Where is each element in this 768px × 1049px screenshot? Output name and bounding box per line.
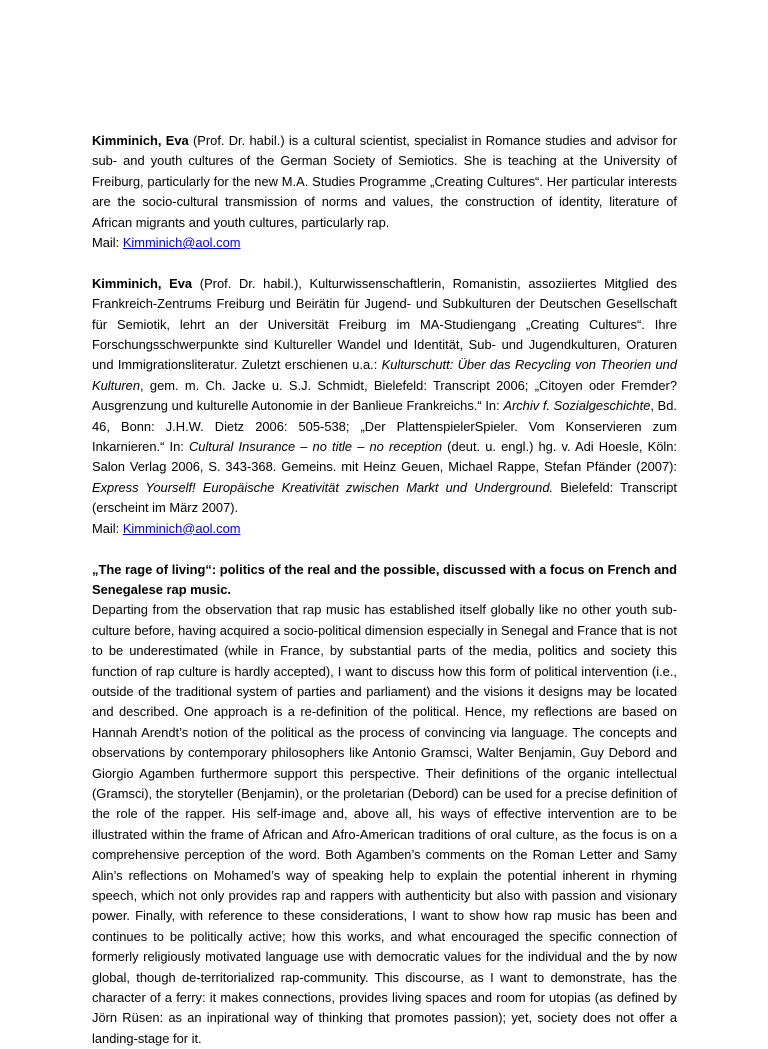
bio-german-text: (Prof. Dr. habil.), Kulturwissenschaftlerin, Romanistin, assoziiertes Mitglied des Frankreich-Zentrums Freiburg und Beirätin für Jugend- und Subkulturen der Deutschen Gesellschaft für Semiotik, lehrt an der Universität Freiburg im MA-Studiengang „Creating Cultures“. Ihre Forschungsschwerpunkte sind Kultureller Wandel und Identität, Sub- und Jugendkulturen, Oraturen und Immigrationsliteratur. Zuletzt erschienen u.a.: bbox=[92, 275, 678, 373]
bio-german-text: , Bd. 46, Bonn: J.H.W. Dietz 2006: 505-538; „Der PlattenspielerSpieler. Vom Konservieren zum Inkarnieren.“ In: bbox=[92, 398, 677, 455]
bio-german-text: Bielefeld: Transcript (erscheint im März 2007). bbox=[92, 479, 677, 516]
bio-german-text: (deut. u. engl.) hg. v. Adi Hoesle, Köln: Salon Verlag 2006, S. 343-368. Gemeins. mit Heinz Geuen, Michael Rappe, Stefan Pfänder (2007): bbox=[92, 439, 678, 475]
book-title: Express Yourself! Europäische Kreativität zwischen Markt und Underground. bbox=[92, 479, 554, 495]
paragraph-gap bbox=[92, 253, 677, 273]
bio-german bbox=[92, 274, 677, 539]
author-name: Kimminich, Eva bbox=[92, 133, 189, 148]
document-page bbox=[92, 131, 677, 1049]
bio-english bbox=[92, 131, 677, 253]
email-link[interactable]: Kimminich@aol.com bbox=[122, 235, 241, 251]
book-title: Kulturschutt: Über das Recycling von Theorien und Kulturen bbox=[92, 357, 677, 393]
abstract-title: „The rage of living“: politics of the real and the possible, discussed with a focus on French and Senegalese rap music. bbox=[92, 561, 677, 597]
author-name: Kimminich, Eva bbox=[92, 275, 193, 291]
book-title: Cultural Insurance – no title – no reception bbox=[188, 439, 443, 455]
email-link[interactable]: Kimminich@aol.com bbox=[122, 520, 241, 536]
mail-label: Mail: bbox=[92, 520, 123, 536]
paragraph-gap bbox=[92, 539, 677, 559]
journal-title: Archiv f. Sozialgeschichte bbox=[503, 398, 651, 414]
bio-german-text: , gem. m. Ch. Jacke u. S.J. Schmidt, Bielefeld: Transcript 2006; „Citoyen oder Fremder? Ausgrenzung und kulturelle Autonomie in der Banlieue Frankreichs.“ In: bbox=[92, 377, 677, 414]
bio-english-text: (Prof. Dr. habil.) is a cultural scientist, specialist in Romance studies and advisor for sub- and youth cultures of the German Society of Semiotics. She is teaching at the University of Freiburg, particularly for the new M.A. Studies Programme „Creating Cultures“. Her particular interests are the socio-cultural transmission of norms and values, the construction of identity, literature of African migrants and youth cultures, particularly rap. bbox=[92, 133, 677, 230]
mail-label: Mail: bbox=[92, 235, 123, 251]
abstract-body: Departing from the observation that rap music has established itself globally like no other youth sub-culture before, having acquired a socio-political dimension especially in Senegal and France that is not to be underestimated (while in France, by substantial parts of the media, politics and society this function of rap culture is hardly accepted), I want to discuss how this form of political intervention (i.e., outside of the traditional system of parties and parliament) and the visions it designs may be located and described. One approach is a re-definition of the political. Hence, my reflections are based on Hannah Arendt’s notion of the political as the process of convincing via language. The concepts and observations by contemporary philosophers like Antonio Gramsci, Walter Benjamin, Guy Debord and Giorgio Agamben furthermore support this perspective. Their definitions of the organic intellectual (Gramsci), the storyteller (Benjamin), or the proletarian (Debord) can be used for a precise definition of the role of the rapper. His self-image and, above all, his ways of effective intervention are to be illustrated within the frame of African and Afro-American traditions of oral culture, as the focus is on a comprehensive perception of the word. Both Agamben’s comments on the Roman Letter and Samy Alin’s reflections on Mohamed’s way of speaking help to explain the potential inherent in rhyming speech, which not only provides rap and rappers with authenticity but also with passion and visionary power. Finally, with reference to these considerations, I want to show how rap music has been and continues to be politically active; how this works, and what encouraged the specific connection of formerly religiously motivated language use with democratic values for the individual and the by now global, though de-territorialized rap-community. This discourse, as I want to demonstrate, has the character of a ferry: it makes connections, provides living spaces and room for utopias (as defined by Jörn Rüsen: as an inpirational way of thinking that promotes passion); yet, society does not offer a landing-stage for it. bbox=[92, 602, 677, 1046]
